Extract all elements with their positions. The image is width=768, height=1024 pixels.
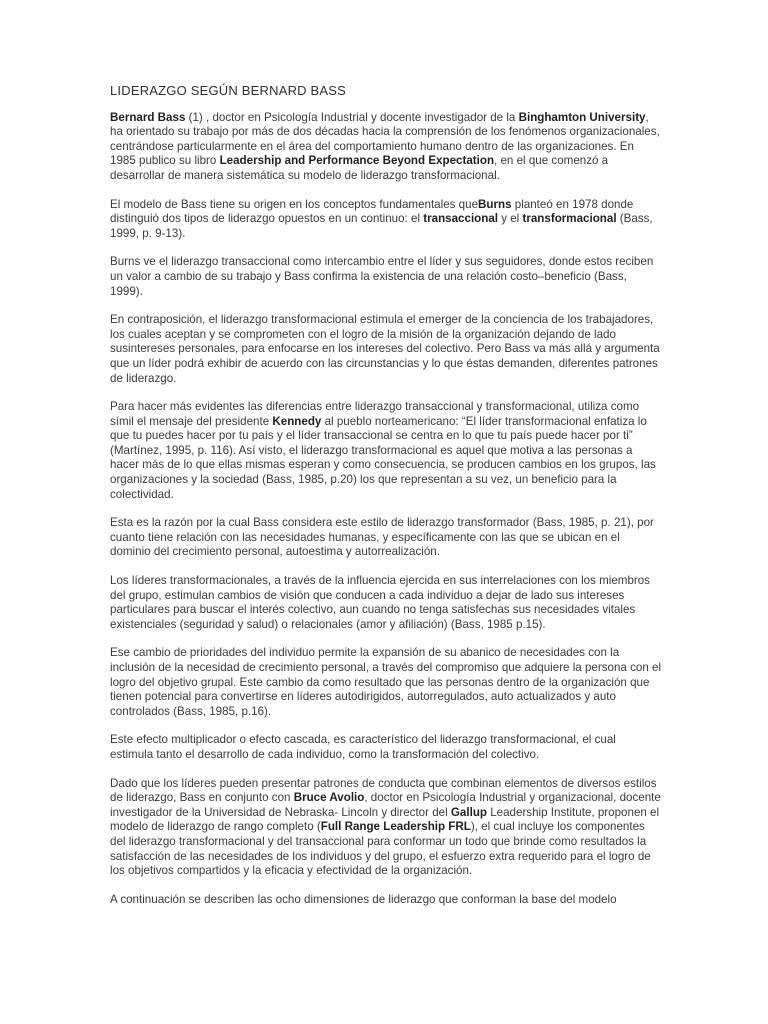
paragraph — [110, 255, 662, 299]
bold-text: Leadership and Performance Beyond Expectation — [219, 154, 495, 168]
bold-text: Full Range Leadership FRL — [320, 820, 471, 834]
text-run: Dado que los líderes pueden presentar patrones de conducta que combinan elementos de diversos estilos de liderazgo, Bass en conjunto con — [110, 776, 657, 805]
text-run: Leadership Institute, proponen el modelo de liderazgo de rango completo ( — [110, 805, 660, 834]
paragraph — [110, 400, 662, 502]
text-run: En contraposición, el liderazgo transformacional estimula el emerger de la conciencia de los trabajadores, los cuales aceptan y se comprometen con el logro de la misión de la organización dejando de lado susintereses personales, para enfocarse en los intereses del colectivo. Pero Bass va más allá y argumenta que un líder podrá exhibir de acuerdo con las circunstancias y lo que éstas demanden, diferentes patrones de liderazgo. — [110, 313, 660, 385]
text-run: Para hacer más evidentes las diferencias entre liderazgo transaccional y transformacional, utiliza como símil el mensaje del presidente — [110, 400, 640, 428]
bold-text: Burns — [478, 197, 512, 211]
text-run: y el — [498, 212, 523, 226]
paragraph — [110, 777, 662, 879]
paragraph — [110, 733, 662, 762]
text-run: A continuación se describen las ocho dimensiones de liderazgo que conforman la base del modelo — [110, 892, 617, 906]
document-body — [110, 111, 662, 908]
paragraph — [110, 516, 662, 560]
text-run: Esta es la razón por la cual Bass considera este estilo de liderazgo transformador (Bass, 1985, p. 21), por cuanto tiene relación con las necesidades humanas, y específicamente con las que se ubican en el dominio del crecimiento personal, autoestima y autorrealización. — [110, 516, 654, 559]
bold-text: Kennedy — [272, 414, 322, 428]
text-run: Los líderes transformacionales, a través de la influencia ejercida en sus interrelaciones con los miembros del grupo, estimulan cambios de visión que conducen a cada individuo a dejar de lado sus intereses particulares para buscar el interés colectivo, aun cuando no tenga satisfechas sus necesidades vitales existenciales (seguridad y salud) o relacionales (amor y afiliación) (Bass, 1985 p.15). — [110, 574, 651, 631]
text-run: planteó en 1978 donde distinguió dos tipos de liderazgo opuestos en un continuo: el — [110, 197, 634, 226]
text-run: , ha orientado su trabajo por más de dos décadas hacia la comprensión de los fenómenos organizacionales, centrándose particularmente en el área del comportamiento humano dentro de las organizaciones. En 1985 publico su libro — [110, 110, 660, 168]
text-run: (1) , doctor en Psicología Industrial y docente investigador de la — [185, 110, 519, 124]
bold-text: Bruce Avolio — [293, 791, 365, 805]
paragraph — [110, 574, 662, 632]
text-run: (Bass, 1999, p. 9-13). — [110, 212, 653, 240]
paragraph — [110, 893, 662, 908]
bold-text: Bernard Bass — [110, 110, 186, 124]
text-run: El modelo de Bass tiene su origen en los conceptos fundamentales que — [110, 197, 479, 211]
paragraph — [110, 198, 662, 242]
text-run: , doctor en Psicología Industrial y organizacional, docente investigador de la Universidad de Nebraska- Lincoln y director del — [110, 791, 661, 819]
document-content — [110, 84, 662, 921]
paragraph — [110, 646, 662, 719]
document-title: LIDERAZGO SEGÚN BERNARD BASS — [110, 83, 347, 98]
text-run: Ese cambio de prioridades del individuo permite la expansión de su abanico de necesidades con la inclusión de la necesidad de crecimiento personal, a través del compromiso que adquiere la persona con el logro del objetivo grupal. Este cambio da como resultado que las personas dentro de la organización que tienen potencial para convertirse en líderes autodirigidos, autorregulados, auto actualizados y auto controlados (Bass, 1985, p.16). — [110, 646, 662, 718]
text-run: Burns ve el liderazgo transaccional como intercambio entre el líder y sus seguidores, donde estos reciben un valor a cambio de su trabajo y Bass confirma la existencia de una relación costo–beneficio (Bass, 1999). — [110, 255, 654, 298]
text-run: , en el que comenzó a desarrollar de manera sistemática su modelo de liderazgo transformacional. — [110, 154, 609, 182]
paragraph — [110, 313, 662, 386]
text-run: ), el cual incluye los componentes del liderazgo transformacional y del transaccional para conformar un todo que brinde como resultados la satisfacción de las necesidades de los individuos y del grupo, el esfuerzo extra requerido para el logro de los objetivos compartidos y la eficacia y efectividad de la organización. — [110, 820, 651, 878]
text-run: al pueblo norteamericano: “El líder transformacional enfatiza lo que tu puedes hacer por tu país y el líder transaccional se centra en lo que tu país puede hacer por ti” (Martínez, 1995, p. 116). Así visto, el liderazgo transformacional es aquel que motiva a las personas a hacer más de lo que ellas mismas esperan y como consecuencia, se producen cambios en los grupos, las organizaciones y la sociedad (Bass, 1985, p.20) los que representan a su vez, un beneficio para la colectividad. — [110, 414, 656, 501]
bold-text: transformacional — [522, 212, 617, 226]
bold-text: transaccional — [423, 212, 498, 226]
paragraph — [110, 111, 662, 184]
bold-text: Gallup — [450, 805, 487, 819]
bold-text: Binghamton University — [518, 110, 646, 124]
text-run: Este efecto multiplicador o efecto cascada, es característico del liderazgo transformacional, el cual estimula tanto el desarrollo de cada individuo, como la transformación del colectivo. — [110, 733, 616, 761]
